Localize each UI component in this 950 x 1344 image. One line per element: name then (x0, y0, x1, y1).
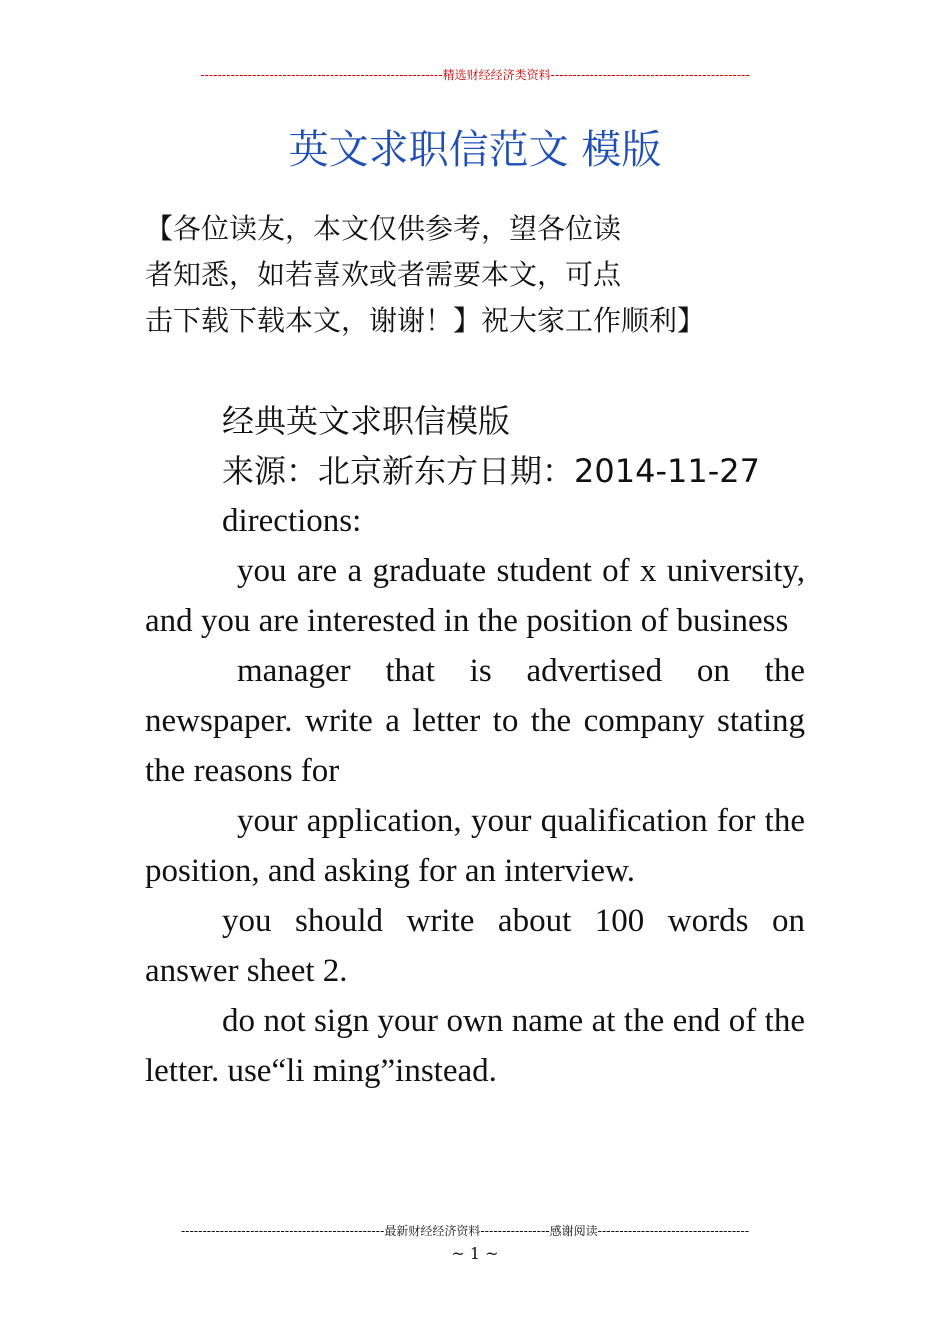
page-header: --------------------------------------------------------精选财经经济类资料---------------------------------------------- (200, 68, 750, 82)
page-footer: -----------------------------------------------最新财经经济资料----------------感谢阅读----------------------------------- (180, 1224, 750, 1238)
notice-line-2: 者知悉，如若喜欢或者需要本文，可点 (145, 258, 622, 291)
document-title: 英文求职信范文 模版 (288, 127, 662, 173)
paragraph-2: manager that is advertised on the newspaper. write a letter to the company stating the reasons for (145, 653, 805, 789)
page-number: ~ 1 ~ (451, 1244, 499, 1263)
document-body (145, 396, 805, 1096)
body-heading: 经典英文求职信模版 (222, 402, 511, 440)
paragraph-5: do not sign your own name at the end of the letter. use“li ming”instead. (145, 1003, 805, 1089)
notice-line-3: 击下载下载本文，谢谢！】祝大家工作顺利】 (145, 304, 706, 337)
source-date-line: 来源：北京新东方日期：2014-11-27 (222, 452, 760, 490)
paragraph-4: you should write about 100 words on answer sheet 2. (145, 903, 805, 989)
paragraph-3: your application, your qualification for the position, and asking for an interview. (145, 803, 805, 889)
notice-line-1: 【各位读友，本文仅供参考，望各位读 (145, 212, 622, 245)
paragraph-1: you are a graduate student of x university, and you are interested in the position of business (145, 553, 805, 639)
reader-notice (145, 206, 785, 344)
directions-label: directions: (222, 503, 362, 539)
